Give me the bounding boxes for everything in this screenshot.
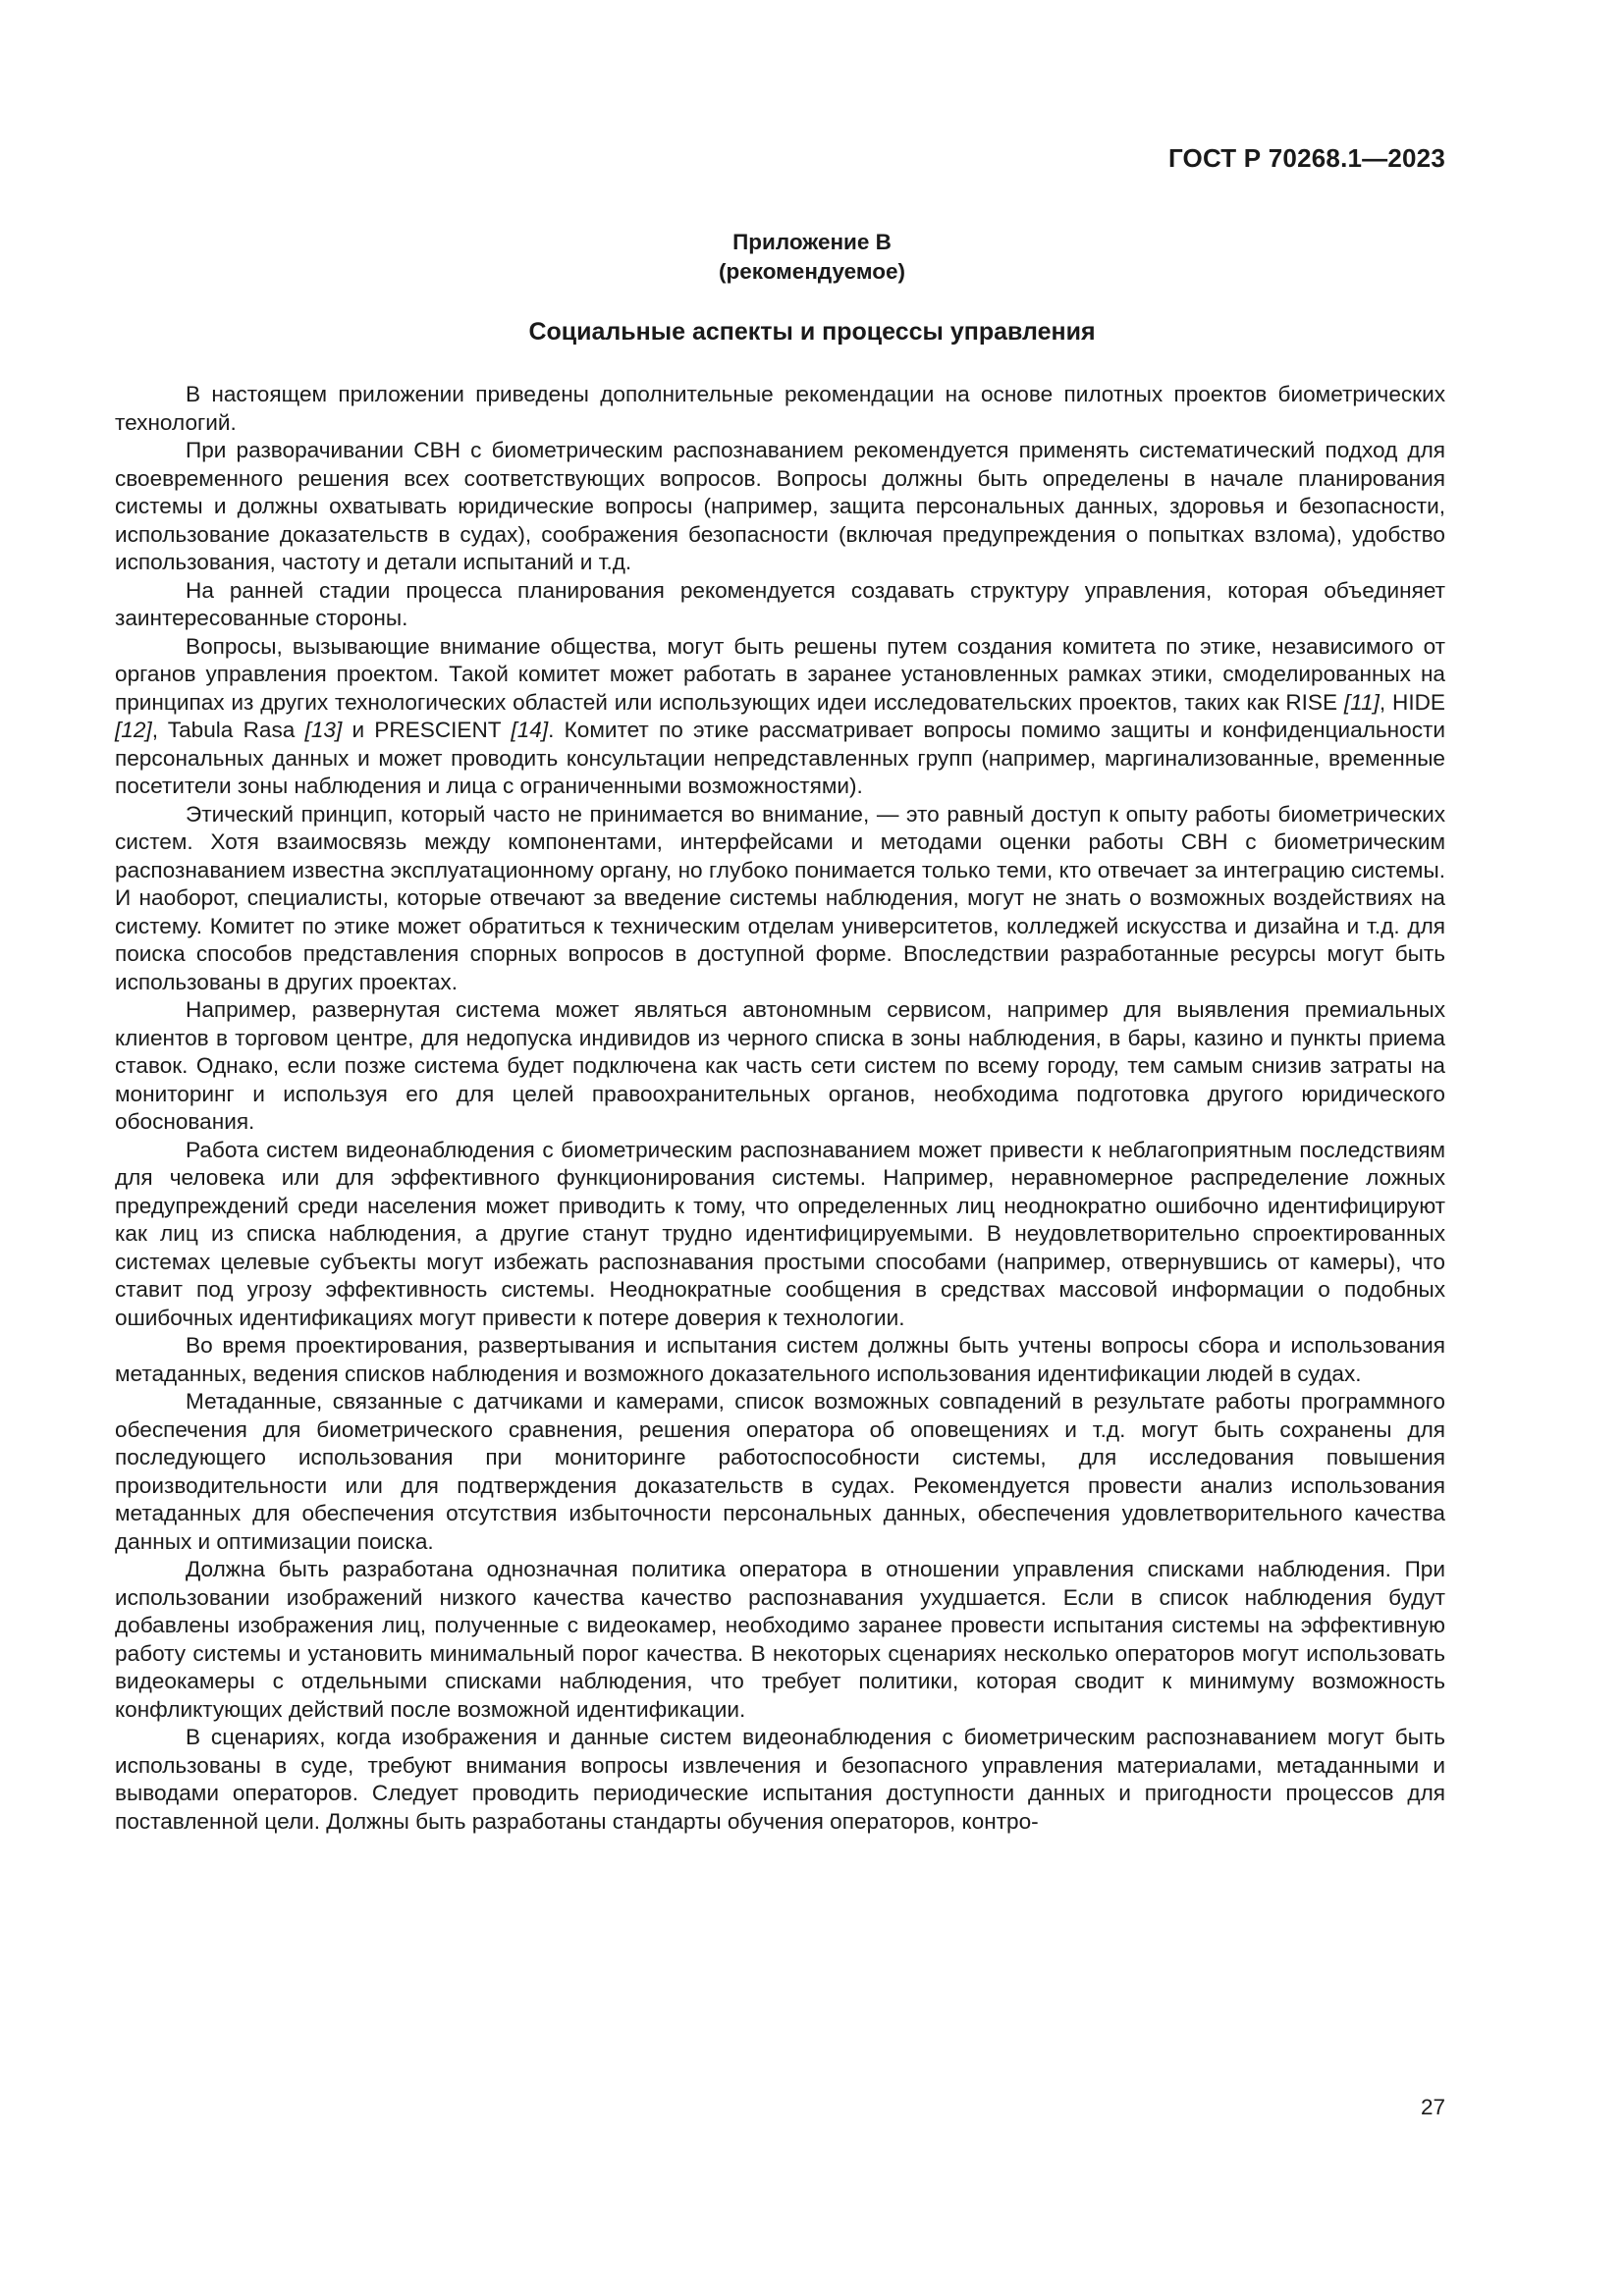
reference-link: [14] (511, 718, 549, 742)
paragraph: Работа систем видеонаблюдения с биометрическим распознаванием может привести к неблагоприятным последствиям для человека или для эффективного функционирования системы. Например, неравномерное распределение ложных предупреждений среди населения может приводить к тому, что определенных лиц неоднократно ошибочно идентифицируют как лиц из списка наблюдения, а другие станут трудно идентифицируемыми. В неудовлетворительно спроектированных системах целевые субъекты могут избежать распознавания простыми способами (например, отвернувшись от камеры), что ставит под угрозу эффективность системы. Неоднократные сообщения в средствах массовой информации о подобных ошибочных идентификациях могут привести к потере доверия к технологии. (115, 1137, 1445, 1330)
paragraph: При разворачивании СВН с биометрическим распознаванием рекомендуется применять систематический подход для своевременного решения всех соответствующих вопросов. Вопросы должны быть определены в начале планирования системы и должны охватывать юридические вопросы (например, защита персональных данных, здоровья и безопасности, использование доказательств в судах), соображения безопасности (включая предупреждения о попытках взлома), удобство использования, частоту и детали испытаний и т.д. (115, 438, 1445, 574)
paragraph-text: , Tabula Rasa (151, 718, 305, 742)
paragraph: Этический принцип, который часто не принимается во внимание, — это равный доступ к опыту работы биометрических систем. Хотя взаимосвязь между компонентами, интерфейсами и методами оценки работы СВН с биометрическим распознаванием известна эксплуатационному органу, но глубоко понимается только теми, кто отвечает за интеграцию системы. И наоборот, специалисты, которые отвечают за введение системы наблюдения, могут не знать о возможных воздействиях на систему. Комитет по этике может обратиться к техническим отделам университетов, колледжей искусства и дизайна и т.д. для поиска способов представления спорных вопросов в доступной форме. Впоследствии разработанные ресурсы могут быть использованы в других проектах. (115, 801, 1445, 994)
paragraph: Метаданные, связанные с датчиками и камерами, список возможных совпадений в результате работы программного обеспечения для биометрического сравнения, решения оператора об оповещениях и т.д. могут быть сохранены для последующего использования при мониторинге работоспособности системы, для исследования повышения производительности или для подтверждения доказательств в судах. Рекомендуется провести анализ использования метаданных для обеспечения отсутствия избыточности персональных данных, обеспечения удовлетворительного качества данных и оптимизации поиска. (115, 1389, 1445, 1554)
paragraph: В настоящем приложении приведены дополнительные рекомендации на основе пилотных проектов биометрических технологий. (115, 382, 1445, 435)
reference-link: [12] (115, 718, 152, 742)
paragraph: В сценариях, когда изображения и данные систем видеонаблюдения с биометрическим распознаванием могут быть использованы в суде, требуют внимания вопросы извлечения и безопасного управления материалами, метаданными и выводами операторов. Следует проводить периодические испытания доступности данных и пригодности процессов для поставленной цели. Должны быть разработаны стандарты обучения операторов, контро- (115, 1725, 1445, 1834)
reference-link: [11] (1343, 689, 1380, 715)
paragraph-text: Вопросы, вызывающие внимание общества, могут быть решены путем создания комитета по этике, независимого от органов управления проектом. Такой комитет может работать в заранее установленных рамках этики, смоделированных на принципах из других технологических областей или использующих идеи исследовательских проектов, таких как RISE (115, 633, 1445, 715)
paragraph: Во время проектирования, развертывания и испытания систем должны быть учтены вопросы сбора и использования метаданных, ведения списков наблюдения и возможного доказательного использования идентификации людей в судах. (115, 1333, 1445, 1386)
page-number: 27 (1420, 2095, 1445, 2119)
paragraph-text: . Комитет по этике рассматривает вопросы помимо защиты и конфиденциальности персональных данных и может проводить консультации непредставленных групп (например, маргинализованные, временные посетители зоны наблюдения и лица с ограниченными возможностями). (115, 718, 1445, 798)
body-text (115, 381, 1445, 1836)
standard-designation: ГОСТ Р 70268.1—2023 (1167, 143, 1445, 173)
paragraph: Например, развернутая система может являться автономным сервисом, например для выявления премиальных клиентов в торговом центре, для недопуска индивидов из черного списка в зоны наблюдения, в бары, казино и пункты приема ставок. Однако, если позже система будет подключена как часть сети систем по всему городу, тем самым снизив затраты на мониторинг и используя его для целей правоохранительных органов, необходима подготовка другого юридического обоснования. (115, 997, 1445, 1134)
paragraph-text: , HIDE (1379, 689, 1445, 715)
appendix-status: (рекомендуемое) (719, 259, 905, 284)
reference-link: [13] (304, 718, 343, 742)
appendix-heading (0, 228, 1624, 287)
appendix-label: Приложение В (732, 230, 892, 254)
paragraph: Должна быть разработана однозначная политика оператора в отношении управления списками наблюдения. При использовании изображений низкого качества качество распознавания ухудшается. Если в список наблюдения будут добавлены изображения лиц, полученные с видеокамер, необходимо заранее провести испытания системы на эффективную работу системы и установить минимальный порог качества. В некоторых сценариях несколько операторов могут использовать видеокамеры с отдельными списками наблюдения, что требует политики, которая сводит к минимуму возможность конфликтующих действий после возможной идентификации. (115, 1557, 1445, 1722)
paragraph: На ранней стадии процесса планирования рекомендуется создавать структуру управления, которая объединяет заинтересованные стороны. (115, 577, 1445, 630)
section-title: Социальные аспекты и процессы управления (528, 318, 1096, 346)
paragraph (115, 633, 1445, 801)
paragraph-text: и PRESCIENT (342, 718, 512, 742)
